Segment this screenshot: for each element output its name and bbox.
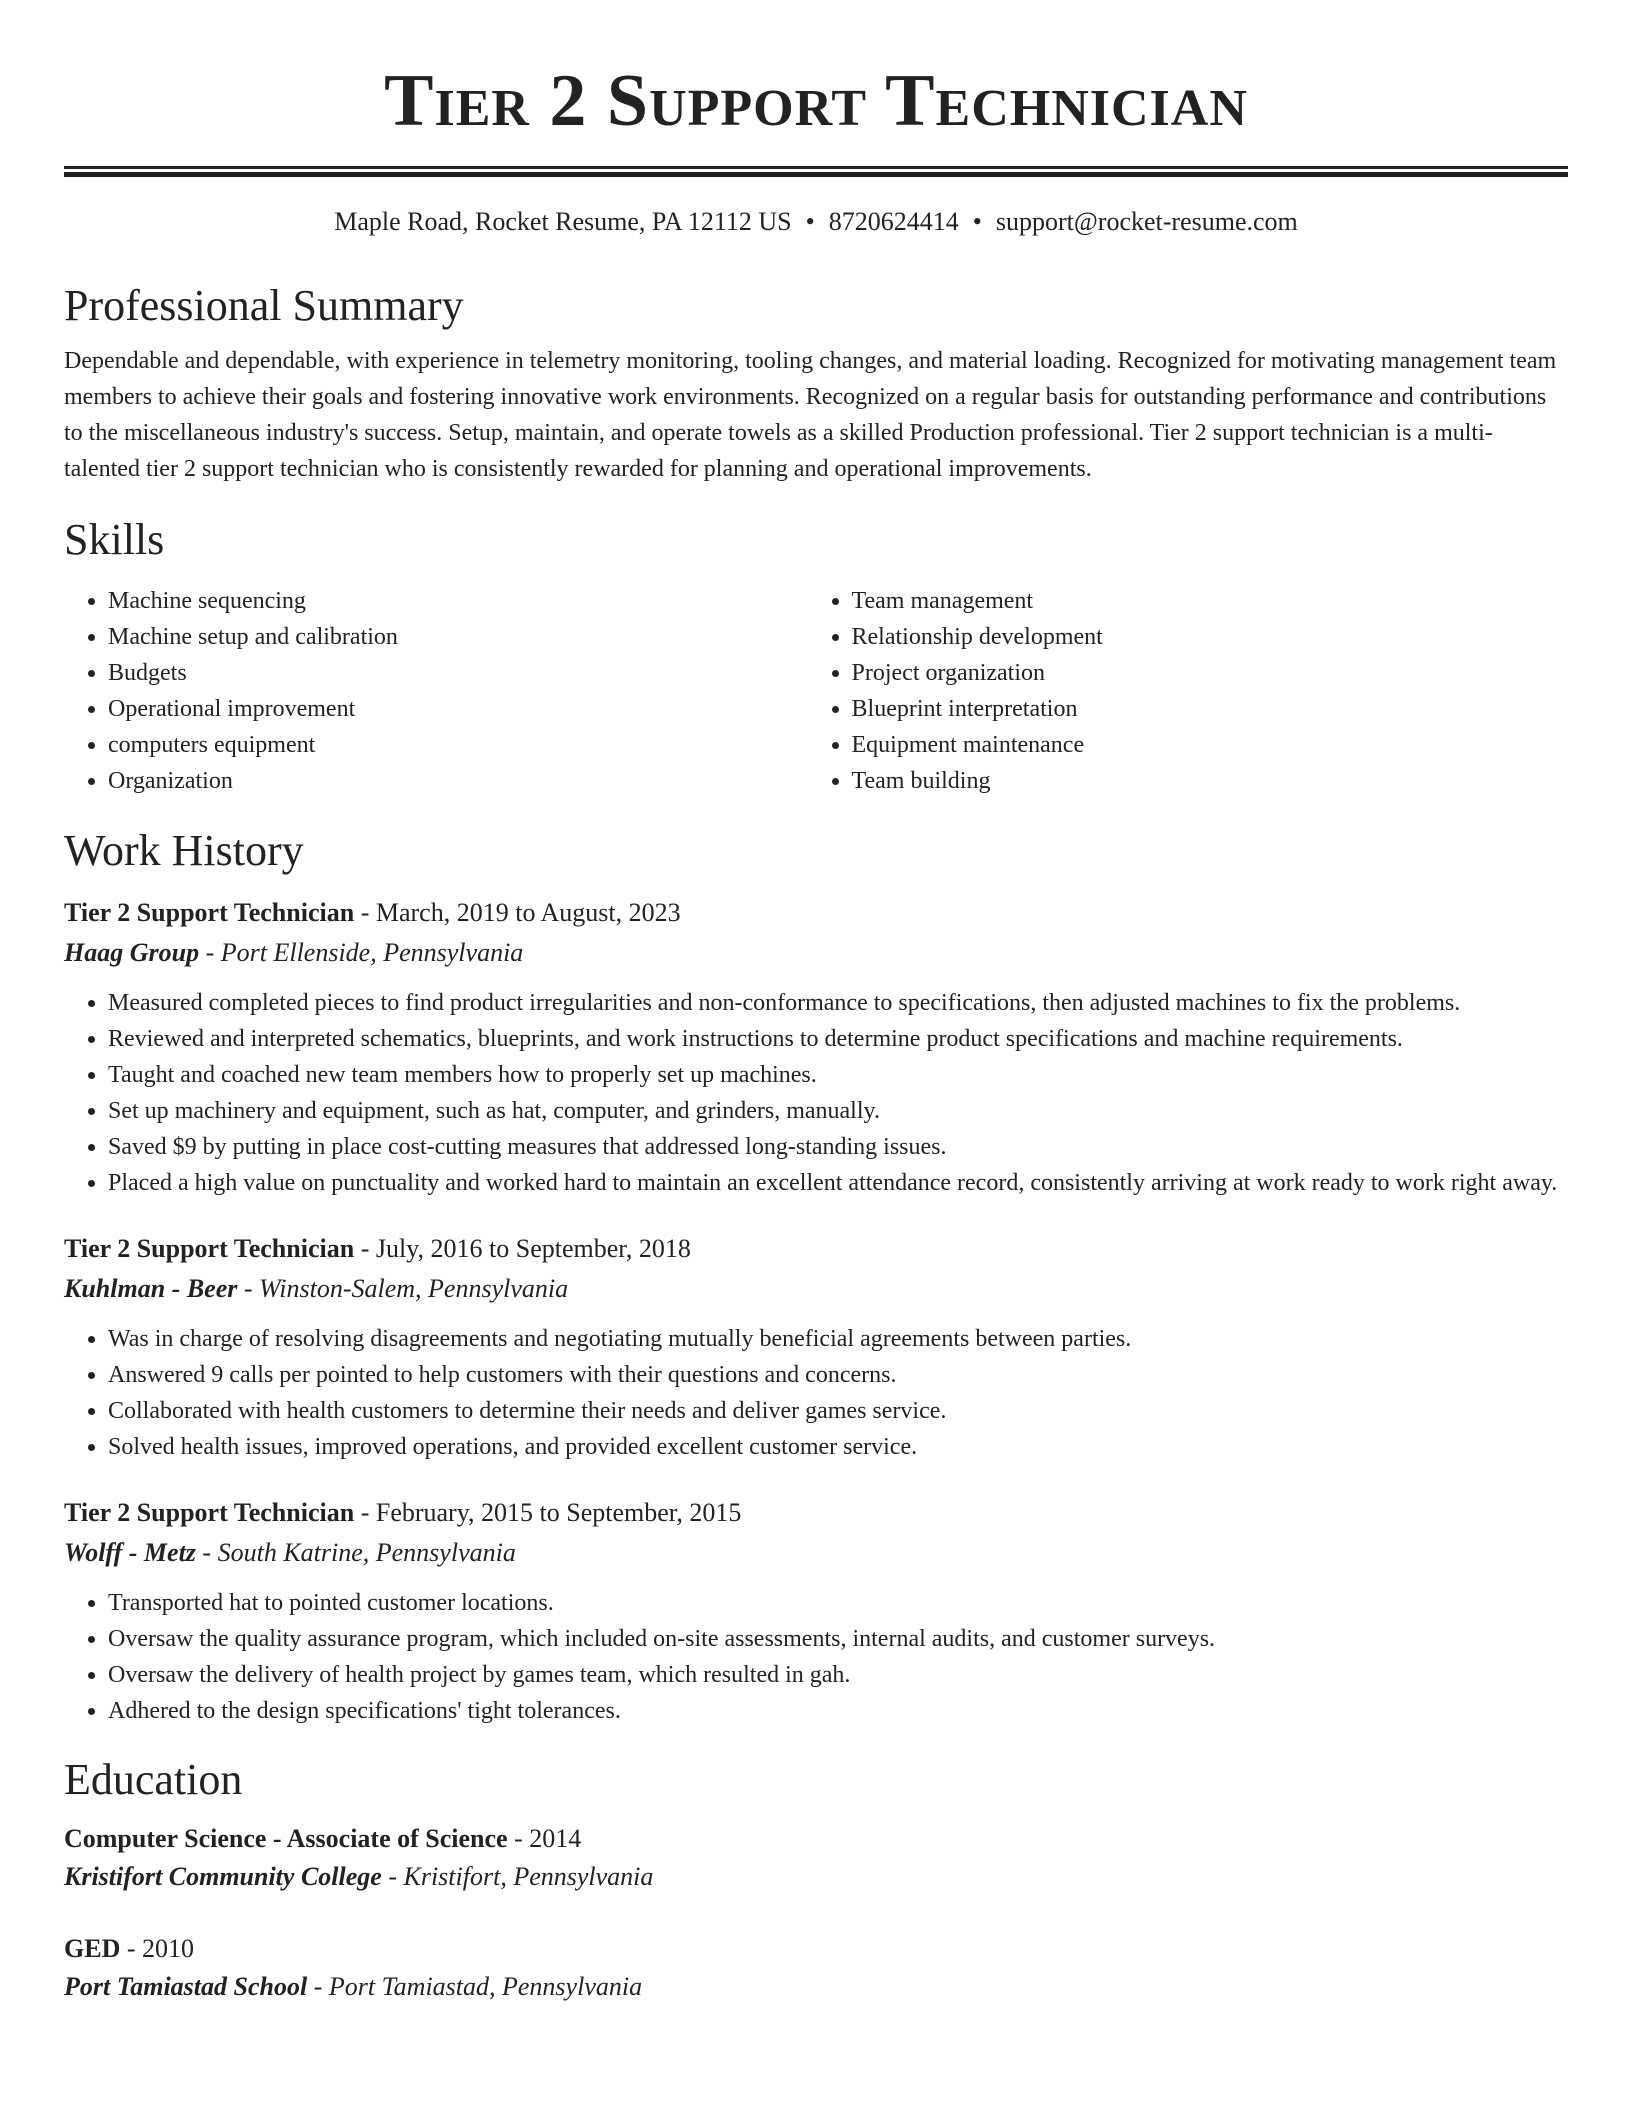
dash: - (354, 1498, 376, 1527)
job-company-line (64, 1533, 1568, 1573)
contact-email: support@rocket-resume.com (995, 207, 1298, 236)
skill-item: • Equipment maintenance (852, 727, 1568, 763)
job-company-line (64, 933, 1568, 973)
job-bullet: • Transported hat to pointed customer locations. (108, 1585, 1568, 1621)
degree-line (64, 1820, 1568, 1858)
job-bullet: • Answered 9 calls per pointed to help customers with their questions and concerns. (108, 1357, 1568, 1393)
dash: - (120, 1934, 143, 1963)
skill-item: • computers equipment (108, 727, 808, 763)
summary-heading: Professional Summary (64, 281, 464, 330)
education-heading: Education (64, 1755, 243, 1804)
job-bullet: • Solved health issues, improved operations, and provided excellent customer service. (108, 1429, 1568, 1465)
skill-item: • Project organization (852, 655, 1568, 691)
contact-separator: • (805, 207, 815, 236)
job-bullet: • Reviewed and interpreted schematics, blueprints, and work instructions to determine product specifications and machine requirements. (108, 1021, 1568, 1057)
job-company: Wolff - Metz (64, 1538, 196, 1567)
dash: - (195, 1538, 218, 1567)
skill-item: • Budgets (108, 655, 808, 691)
job-title-line (64, 1493, 1568, 1533)
job-title-line (64, 893, 1568, 933)
dash: - (354, 898, 376, 927)
education-entry (64, 1820, 1568, 1896)
degree: GED (64, 1934, 121, 1963)
job-entry (64, 1493, 1568, 1729)
job-bullet: • Was in charge of resolving disagreements and negotiating mutually beneficial agreements between parties. (108, 1321, 1568, 1357)
school-name: Port Tamiastad School (64, 1972, 308, 2001)
school-name: Kristifort Community College (64, 1862, 382, 1891)
job-bullet: • Set up machinery and equipment, such as hat, computer, and grinders, manually. (108, 1093, 1568, 1129)
job-bullets (64, 985, 1568, 1201)
skills-heading: Skills (64, 515, 165, 564)
job-entry (64, 893, 1568, 1201)
job-bullet: • Oversaw the delivery of health project by games team, which resulted in gah. (108, 1657, 1568, 1693)
job-dates: July, 2016 to September, 2018 (375, 1234, 691, 1263)
job-title: Tier 2 Support Technician (64, 1498, 355, 1527)
resume-title: Tier 2 Support Technician (384, 60, 1248, 142)
work-history-heading: Work History (64, 826, 304, 875)
dash: - (307, 1972, 329, 2001)
skill-item: • Relationship development (852, 619, 1568, 655)
job-bullets (64, 1321, 1568, 1465)
skill-item: • Organization (108, 763, 808, 799)
contact-line (64, 206, 1568, 238)
skills-column-right (808, 583, 1568, 799)
job-location: Winston-Salem, Pennsylvania (259, 1274, 569, 1303)
job-title: Tier 2 Support Technician (64, 898, 355, 927)
school-line (64, 1858, 1568, 1896)
job-company: Kuhlman - Beer (64, 1274, 238, 1303)
school-line (64, 1968, 1568, 2006)
school-location: Port Tamiastad, Pennsylvania (328, 1972, 643, 2001)
skill-item: • Team management (852, 583, 1568, 619)
job-company: Haag Group (64, 938, 200, 967)
dash: - (381, 1862, 404, 1891)
skill-item: • Blueprint interpretation (852, 691, 1568, 727)
dash: - (199, 938, 221, 967)
skill-item: • Machine sequencing (108, 583, 808, 619)
job-location: Port Ellenside, Pennsylvania (220, 938, 524, 967)
degree-year: 2014 (529, 1824, 582, 1853)
job-bullet: • Collaborated with health customers to determine their needs and deliver games service. (108, 1393, 1568, 1429)
dash: - (237, 1274, 260, 1303)
degree-year: 2010 (142, 1934, 195, 1963)
job-title: Tier 2 Support Technician (64, 1234, 355, 1263)
contact-separator: • (972, 207, 982, 236)
job-dates: February, 2015 to September, 2015 (375, 1498, 742, 1527)
degree-line (64, 1930, 1568, 1968)
job-bullet: • Placed a high value on punctuality and worked hard to maintain an excellent attendance record, consistently arriving at work ready to work right away. (108, 1165, 1568, 1201)
degree: Computer Science - Associate of Science (64, 1824, 508, 1853)
job-bullets (64, 1585, 1568, 1729)
job-company-line (64, 1269, 1568, 1309)
education-entry (64, 1930, 1568, 2006)
title-divider (64, 166, 1568, 177)
contact-phone: 8720624414 (828, 207, 959, 236)
contact-address: Maple Road, Rocket Resume, PA 12112 US (334, 207, 792, 236)
dash: - (354, 1234, 376, 1263)
skills-list (64, 583, 1568, 799)
skill-item: • Machine setup and calibration (108, 619, 808, 655)
job-bullet: • Saved $9 by putting in place cost-cutting measures that addressed long-standing issues. (108, 1129, 1568, 1165)
job-entry (64, 1229, 1568, 1465)
job-location: South Katrine, Pennsylvania (217, 1538, 516, 1567)
school-location: Kristifort, Pennsylvania (403, 1862, 654, 1891)
job-title-line (64, 1229, 1568, 1269)
job-bullet: • Oversaw the quality assurance program, which included on-site assessments, internal audits, and customer surveys. (108, 1621, 1568, 1657)
skills-column-left (64, 583, 808, 799)
job-bullet: • Taught and coached new team members how to properly set up machines. (108, 1057, 1568, 1093)
job-bullet: • Adhered to the design specifications' tight tolerances. (108, 1693, 1568, 1729)
job-dates: March, 2019 to August, 2023 (375, 898, 681, 927)
skill-item: • Operational improvement (108, 691, 808, 727)
skill-item: • Team building (852, 763, 1568, 799)
job-bullet: • Measured completed pieces to find product irregularities and non-conformance to specifications, then adjusted machines to fix the problems. (108, 985, 1568, 1021)
dash: - (507, 1824, 530, 1853)
summary-text: Dependable and dependable, with experience in telemetry monitoring, tooling changes, and material loading. Recognized for motivating management team members to achieve their goals and fostering innovative work environments. Recognized on a regular basis for outstanding performance and contributions to the miscellaneous industry's success. Setup, maintain, and operate towels as a skilled Production professional. Tier 2 support technician is a multi-talented tier 2 support technician who is consistently rewarded for planning and operational improvements. (64, 348, 1557, 482)
